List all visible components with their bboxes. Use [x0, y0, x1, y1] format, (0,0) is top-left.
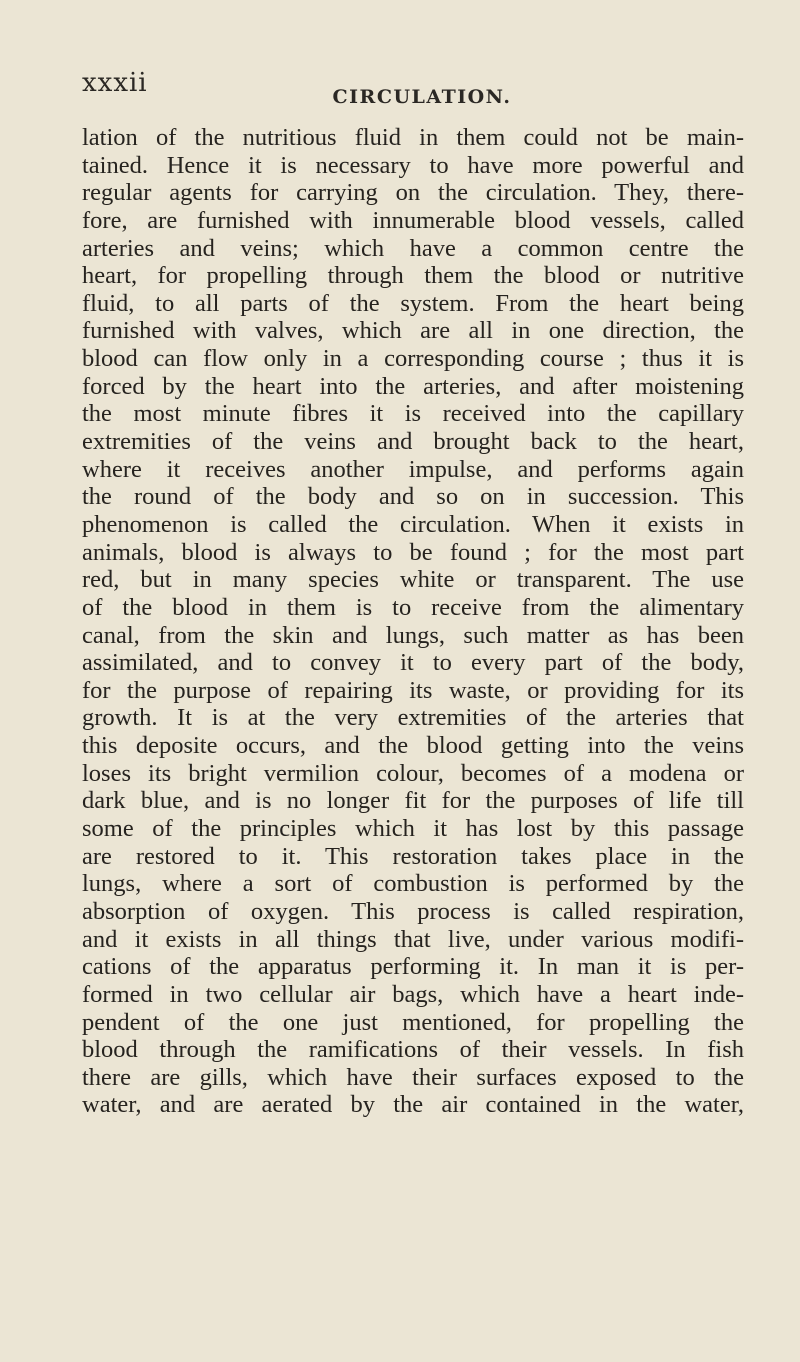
text-line: phenomenon is called the circulation. When it exists in: [82, 510, 744, 538]
text-line: animals, blood is always to be found ; for the most part: [82, 538, 744, 566]
text-line: extremities of the veins and brought back to the heart,: [82, 428, 744, 456]
running-head: CIRCULATION.: [332, 86, 512, 108]
text-line: formed in two cellular air bags, which have a heart inde-: [82, 980, 744, 1008]
text-line: pendent of the one just mentioned, for propelling the: [82, 1008, 744, 1036]
text-line: canal, from the skin and lungs, such matter as has been: [82, 621, 744, 649]
text-line: growth. It is at the very extremities of the arteries that: [82, 704, 744, 732]
text-line: lation of the nutritious fluid in them could not be main-: [82, 124, 744, 151]
text-line: and it exists in all things that live, under various modifi-: [82, 925, 744, 953]
page-header: [82, 68, 762, 112]
text-line: for the purpose of repairing its waste, or providing for its: [82, 676, 744, 704]
text-line: the round of the body and so on in succession. This: [82, 483, 744, 511]
text-line: assimilated, and to convey it to every part of the body,: [82, 649, 744, 677]
text-line: lungs, where a sort of combustion is performed by the: [82, 870, 744, 898]
text-line: loses its bright vermilion colour, becomes of a modena or: [82, 759, 744, 787]
text-line: some of the principles which it has lost by this passage: [82, 815, 744, 843]
text-line: are restored to it. This restoration takes place in the: [82, 842, 744, 870]
text-line: the most minute fibres it is received into the capillary: [82, 400, 744, 428]
text-line: absorption of oxygen. This process is called respiration,: [82, 897, 744, 925]
text-line: tained. Hence it is necessary to have more powerful and: [82, 151, 744, 179]
body-text: [82, 124, 744, 1119]
text-line: fluid, to all parts of the system. From the heart being: [82, 289, 744, 317]
text-line: red, but in many species white or transparent. The use: [82, 566, 744, 594]
text-line: there are gills, which have their surfaces exposed to the: [82, 1063, 744, 1091]
text-line: where it receives another impulse, and performs again: [82, 455, 744, 483]
text-line: arteries and veins; which have a common centre the: [82, 234, 744, 262]
text-line: dark blue, and is no longer fit for the purposes of life till: [82, 787, 744, 815]
text-line: heart, for propelling through them the blood or nutritive: [82, 262, 744, 290]
text-line: of the blood in them is to receive from the alimentary: [82, 593, 744, 621]
text-line: this deposite occurs, and the blood getting into the veins: [82, 732, 744, 760]
text-line: furnished with valves, which are all in one direction, the: [82, 317, 744, 345]
page-number: xxxii: [82, 68, 148, 98]
text-line: blood can flow only in a corresponding course ; thus it is: [82, 345, 744, 373]
text-line: cations of the apparatus performing it. In man it is per-: [82, 953, 744, 981]
text-line: water, and are aerated by the air contained in the water,: [82, 1091, 744, 1119]
text-line: fore, are furnished with innumerable blood vessels, called: [82, 206, 744, 234]
text-line: blood through the ramifications of their vessels. In fish: [82, 1036, 744, 1064]
text-line: regular agents for carrying on the circulation. They, there-: [82, 179, 744, 207]
text-line: forced by the heart into the arteries, and after moistening: [82, 372, 744, 400]
